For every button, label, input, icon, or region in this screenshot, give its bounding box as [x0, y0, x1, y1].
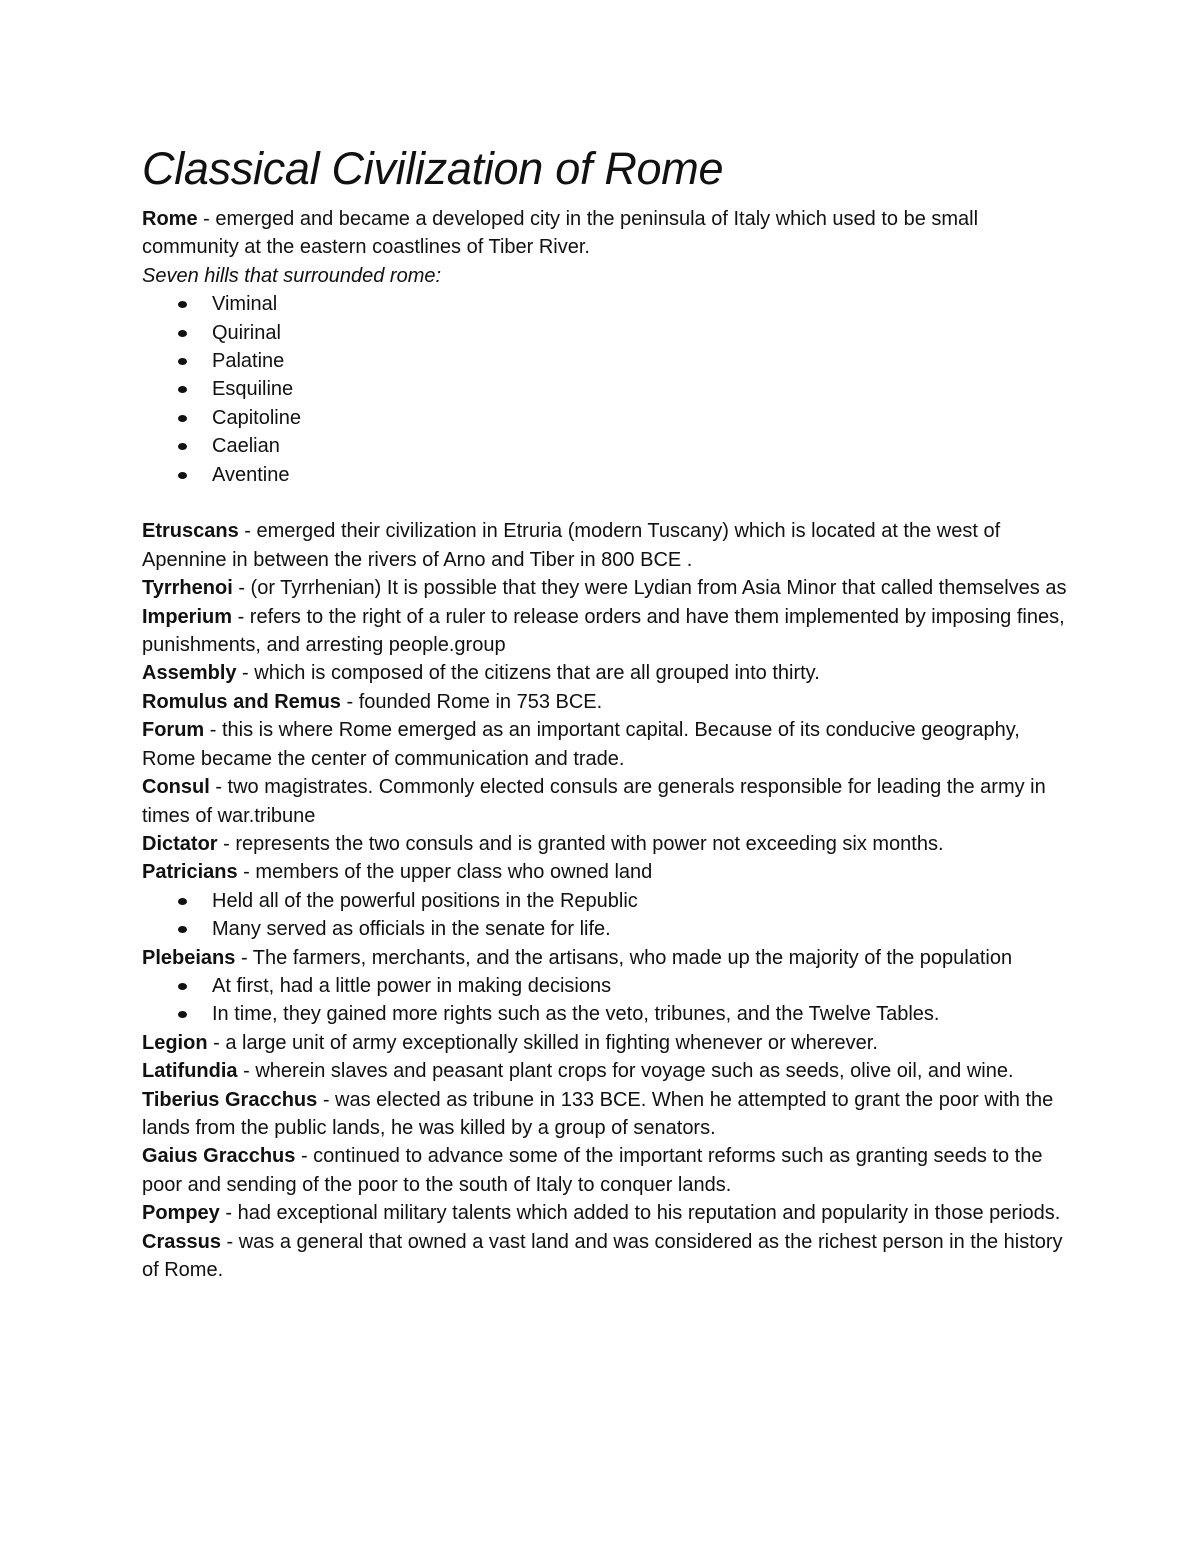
entry-assembly: Assembly - which is composed of the citizens that are all grouped into thirty. [142, 662, 820, 685]
entry-gaius-gracchus: Gaius Gracchus - continued to advance some of the important reforms such as granting seeds to the poor and sending of the poor to the south of Italy to conquer lands. [142, 1145, 1043, 1196]
bullet-icon [178, 330, 187, 337]
bullet-icon [178, 898, 187, 905]
plebeians-list [142, 972, 1072, 1029]
term-definition: - emerged and became a developed city in the peninsula of Italy which used to be small community at the eastern coastlines of Tiber River. [142, 208, 979, 259]
bullet-icon [178, 1011, 187, 1018]
entry-dictator: Dictator - represents the two consuls and is granted with power not exceeding six months. [142, 832, 944, 855]
entry-plebeians: Plebeians - The farmers, merchants, and the artisans, who made up the majority of the population [142, 946, 1013, 969]
entry-forum: Forum - this is where Rome emerged as an important capital. Because of its conducive geography, Rome became the center of communication and trade. [142, 719, 1020, 770]
hills-list [142, 290, 1072, 489]
page-title: Classical Civilization of Rome [142, 143, 724, 194]
entry-consul: Consul - two magistrates. Commonly elected consuls are generals responsible for leading the army in times of war.tribune [142, 776, 1046, 827]
list-item: At first, had a little power in making decisions [212, 972, 1072, 1000]
bullet-icon [178, 301, 187, 308]
bullet-icon [178, 358, 187, 365]
list-item: Quirinal [212, 319, 1072, 347]
hills-heading: Seven hills that surrounded rome: [142, 264, 442, 287]
list-item: Palatine [212, 347, 1072, 375]
bullet-icon [178, 472, 187, 479]
entry-crassus: Crassus - was a general that owned a vast land and was considered as the richest person in the history of Rome. [142, 1230, 1063, 1282]
list-item: In time, they gained more rights such as the veto, tribunes, and the Twelve Tables. [212, 1000, 1072, 1028]
bullet-icon [178, 983, 187, 990]
list-item: Esquiline [212, 375, 1072, 403]
entry-tiberius-gracchus: Tiberius Gracchus - was elected as tribune in 133 BCE. When he attempted to grant the poor with the lands from the public lands, he was killed by a group of senators. [142, 1088, 1054, 1139]
bullet-icon [178, 443, 187, 450]
entry-legion: Legion - a large unit of army exceptionally skilled in fighting whenever or wherever. [142, 1031, 878, 1054]
patricians-list [142, 887, 1072, 944]
entry-imperium: Imperium - refers to the right of a ruler to release orders and have them implemented by imposing fines, punishments, and arresting people.group [142, 605, 1065, 657]
entry-patricians: Patricians - members of the upper class who owned land [142, 861, 653, 884]
list-item: Capitoline [212, 404, 1072, 432]
list-item: Caelian [212, 432, 1072, 460]
entry-rome [142, 205, 1072, 262]
document-page [142, 138, 1072, 1284]
entry-romulus-remus: Romulus and Remus - founded Rome in 753 BCE. [142, 690, 603, 713]
entry-etruscans: Etruscans - emerged their civilization in Etruria (modern Tuscany) which is located at the west of Apennine in between the rivers of Arno and Tiber in 800 BCE . [142, 520, 1001, 571]
list-item: Viminal [212, 290, 1072, 318]
spacer [142, 489, 1072, 517]
entry-tyrrhenoi: Tyrrhenoi - (or Tyrrhenian) It is possible that they were Lydian from Asia Minor that called themselves as [142, 577, 1067, 600]
entry-pompey: Pompey - had exceptional military talents which added to his reputation and popularity in those periods. [142, 1202, 1061, 1225]
entry-latifundia: Latifundia - wherein slaves and peasant plant crops for voyage such as seeds, olive oil, and wine. [142, 1060, 1014, 1083]
list-item: Many served as officials in the senate for life. [212, 915, 1072, 943]
bullet-icon [178, 415, 187, 422]
bullet-icon [178, 926, 187, 933]
list-item: Held all of the powerful positions in the Republic [212, 887, 1072, 915]
term-label: Rome [142, 208, 198, 230]
bullet-icon [178, 386, 187, 393]
list-item: Aventine [212, 461, 1072, 489]
